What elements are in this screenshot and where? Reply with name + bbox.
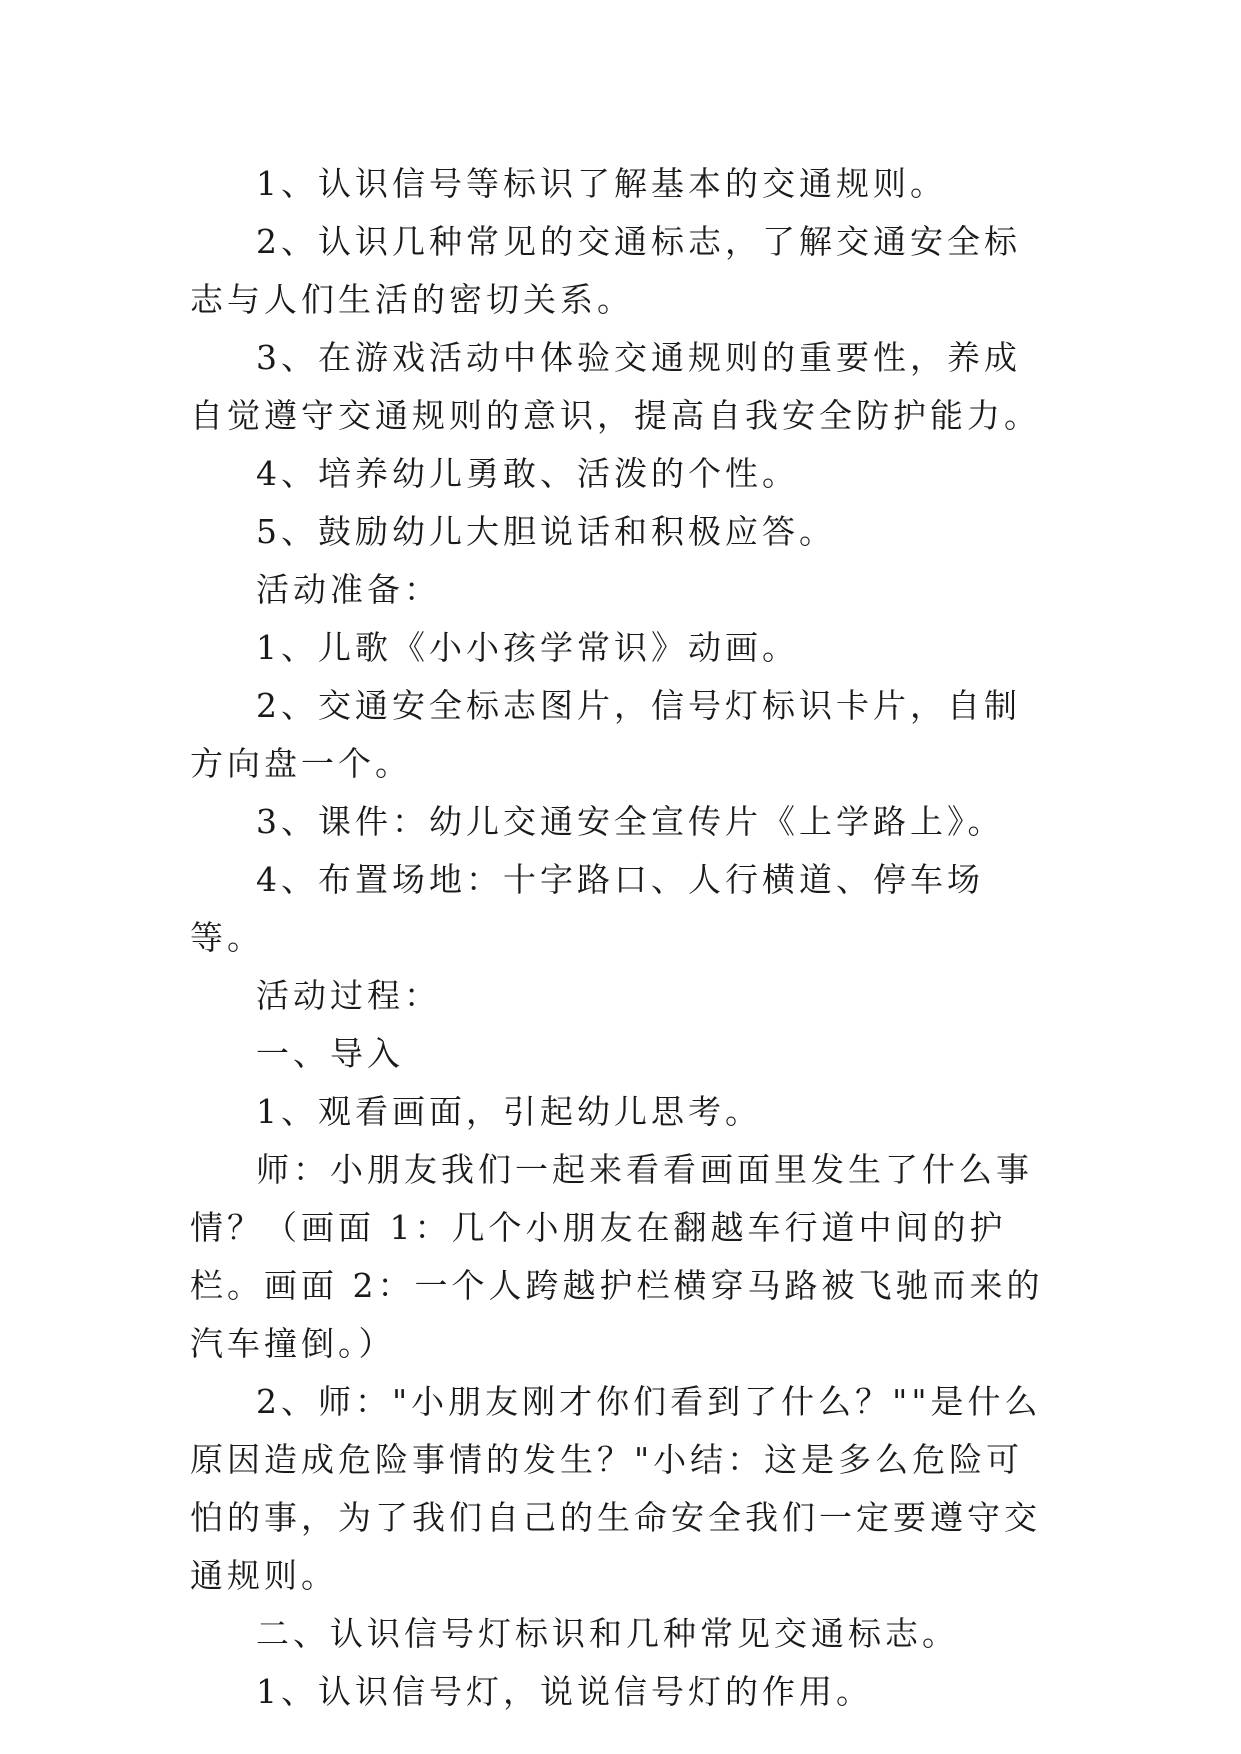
paragraph: 师：小朋友我们一起来看看画面里发生了什么事情？（画面 1：几个小朋友在翻越车行道中间的护栏。画面 2：一个人跨越护栏横穿马路被飞驰而来的汽车撞倒。） <box>190 1150 1044 1363</box>
paragraph: 4、布置场地：十字路口、人行横道、停车场等。 <box>190 860 984 957</box>
paragraph: 1、儿歌《小小孩学常识》动画。 <box>256 628 799 667</box>
paragraph: 3、在游戏活动中体验交通规则的重要性，养成自觉遵守交通规则的意识，提高自我安全防护能力。 <box>190 338 1041 435</box>
paragraph: 1、观看画面，引起幼儿思考。 <box>256 1092 762 1131</box>
section-heading: 活动准备： <box>256 570 441 609</box>
subsection-heading: 二、认识信号灯标识和几种常见交通标志。 <box>256 1614 959 1653</box>
subsection-heading: 一、导入 <box>256 1034 404 1073</box>
paragraph: 5、鼓励幼儿大胆说话和积极应答。 <box>256 512 836 551</box>
paragraph: 2、交通安全标志图片，信号灯标识卡片，自制方向盘一个。 <box>190 686 1021 783</box>
document-body <box>190 155 1050 1721</box>
paragraph: 4、培养幼儿勇敢、活泼的个性。 <box>256 454 799 493</box>
paragraph: 1、认识信号灯，说说信号灯的作用。 <box>256 1672 873 1711</box>
paragraph: 2、师："小朋友刚才你们看到了什么？""是什么原因造成危险事情的发生？"小结：这是多么危险可怕的事，为了我们自己的生命安全我们一定要遵守交通规则。 <box>190 1382 1042 1595</box>
paragraph: 3、课件：幼儿交通安全宣传片《上学路上》。 <box>256 802 1005 841</box>
paragraph: 1、认识信号等标识了解基本的交通规则。 <box>256 164 947 203</box>
paragraph: 2、认识几种常见的交通标志，了解交通安全标志与人们生活的密切关系。 <box>190 222 1021 319</box>
section-heading: 活动过程： <box>256 976 441 1015</box>
